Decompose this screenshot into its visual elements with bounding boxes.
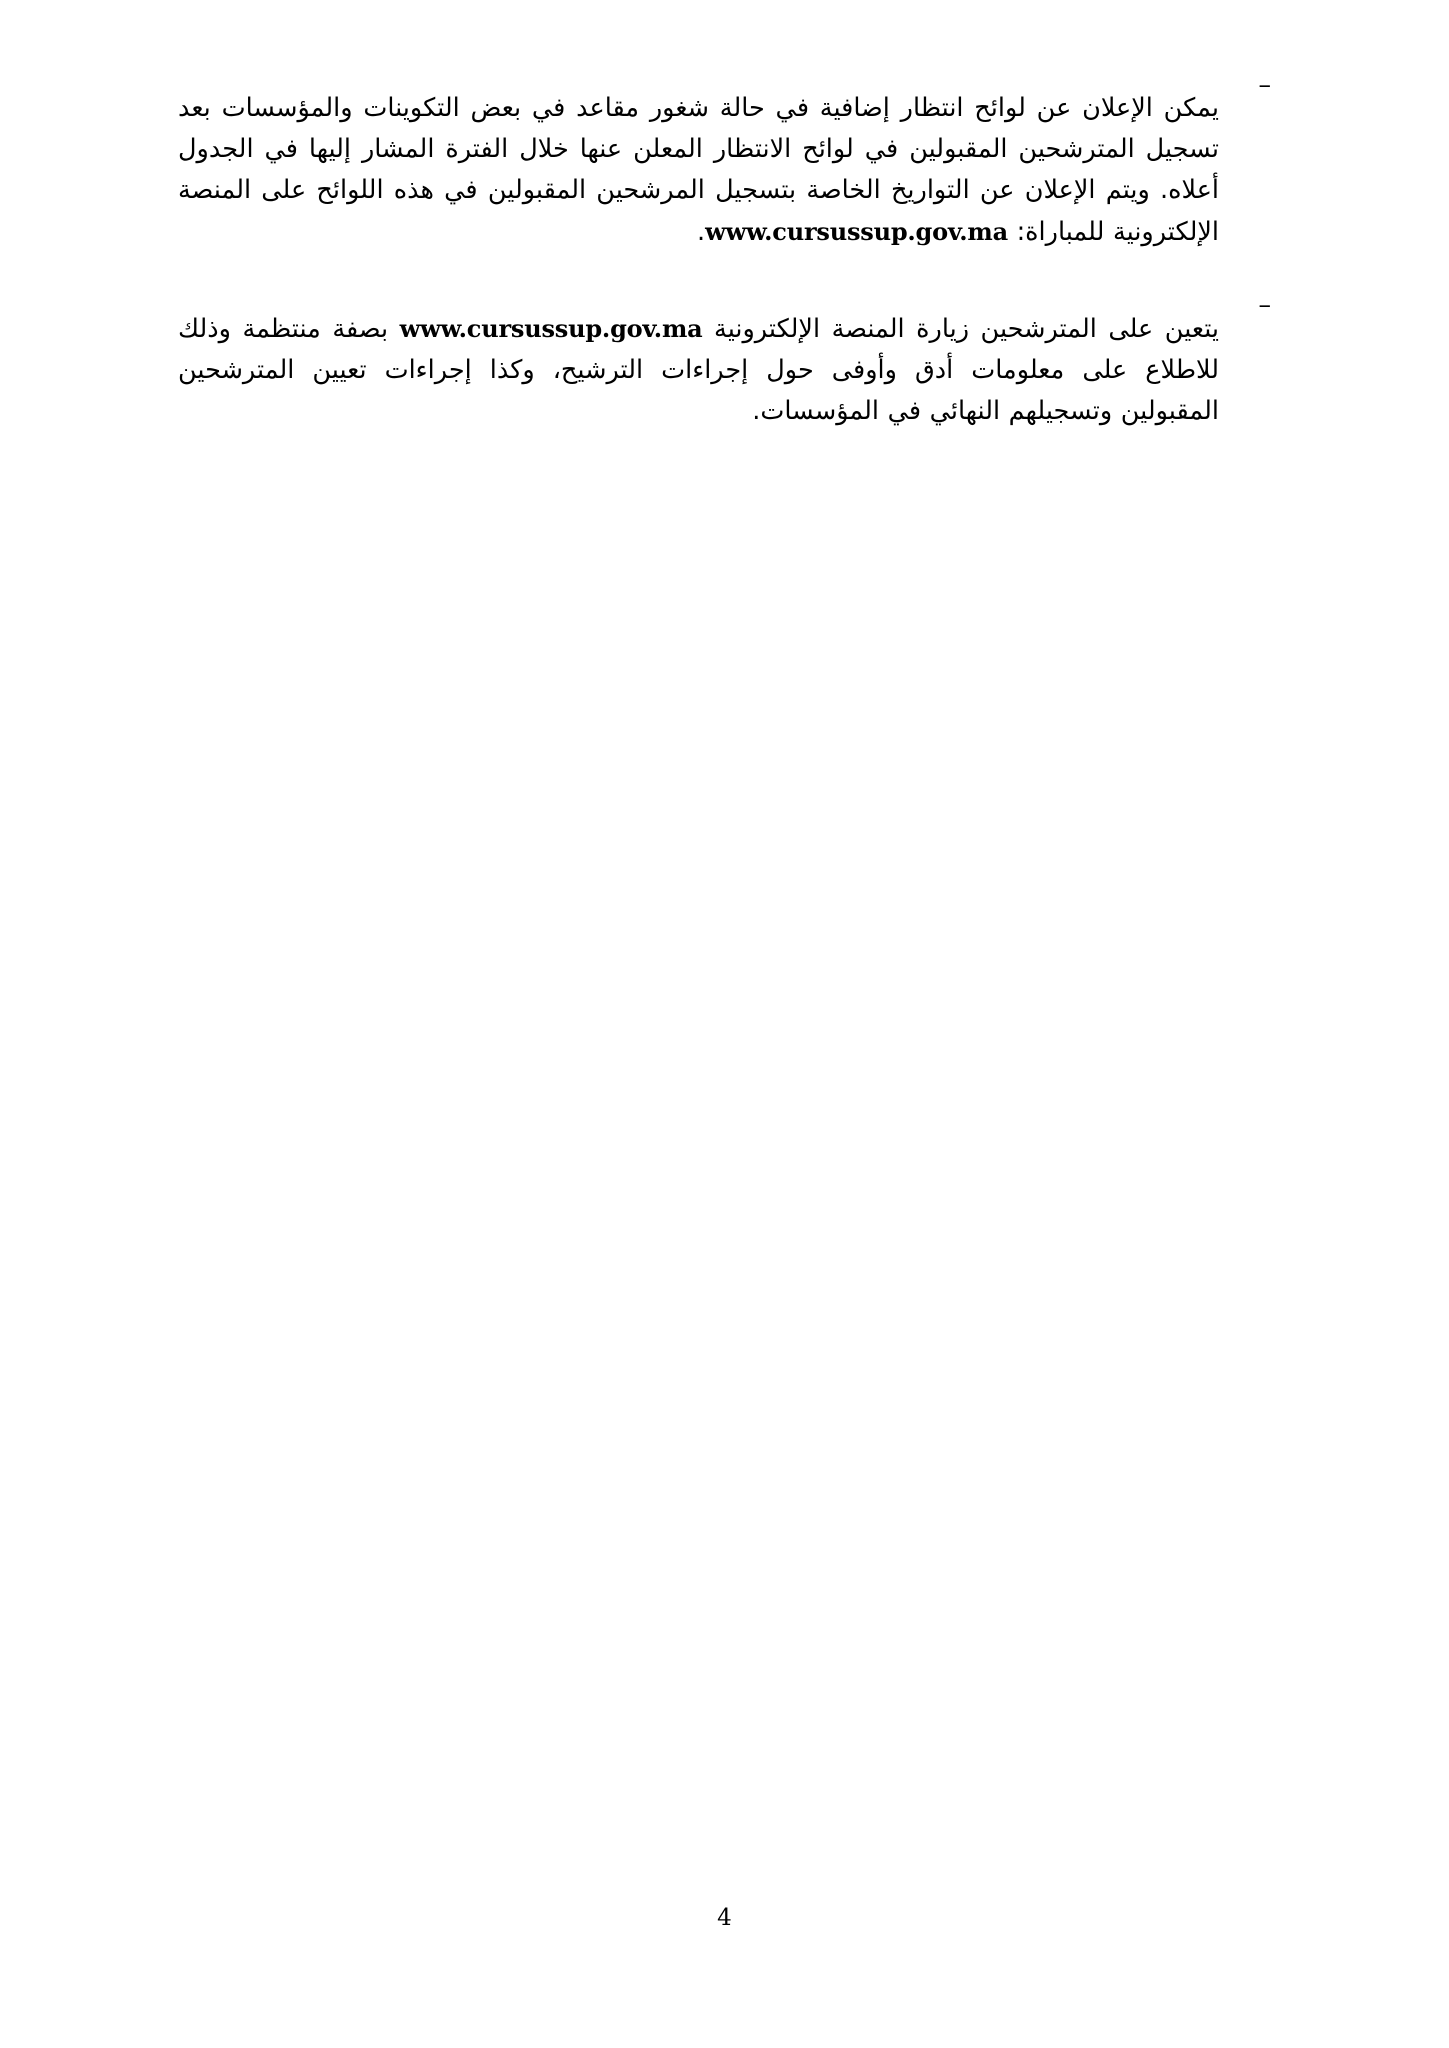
paragraph-text — [178, 88, 1219, 253]
paragraph-segment-punctuation: . — [697, 216, 706, 247]
page-number: 4 — [717, 1905, 732, 1931]
list-item — [178, 282, 1271, 457]
paragraph-segment-arabic-tail: بصفة منتظمة وذلك للاطلاع على معلومات أدق وأوفى حول إجراءات الترشيح، وكذا إجراءات تعيين المترشحين المقبولين وتسجيلهم النهائي في المؤسسات. — [178, 313, 1219, 426]
page-content — [178, 62, 1271, 461]
bullet-dash-marker: – — [1258, 70, 1271, 99]
paragraph-segment-arabic: يتعين على المترشحين زيارة المنصة الإلكترونية — [702, 313, 1219, 344]
bullet-dash-marker: – — [1258, 290, 1271, 319]
bullet-list — [178, 62, 1271, 457]
paragraph-text — [178, 308, 1219, 432]
list-item — [178, 62, 1271, 278]
platform-url-link: www.cursussup.gov.ma — [705, 216, 1008, 246]
platform-url-link: www.cursussup.gov.ma — [399, 313, 703, 343]
paragraph-segment-arabic: يمكن الإعلان عن لوائح انتظار إضافية في حالة شغور مقاعد في بعض التكوينات والمؤسسات بعد تسجيل المترشحين المقبولين في لوائح الانتظار المعلن عنها خلال الفترة المشار إليها في الجدول أعلاه. ويتم الإعلان عن التواريخ الخاصة بتسجيل المرشحين المقبولين في هذه اللوائح على المنصة الإلكترونية للمباراة: — [178, 92, 1219, 247]
